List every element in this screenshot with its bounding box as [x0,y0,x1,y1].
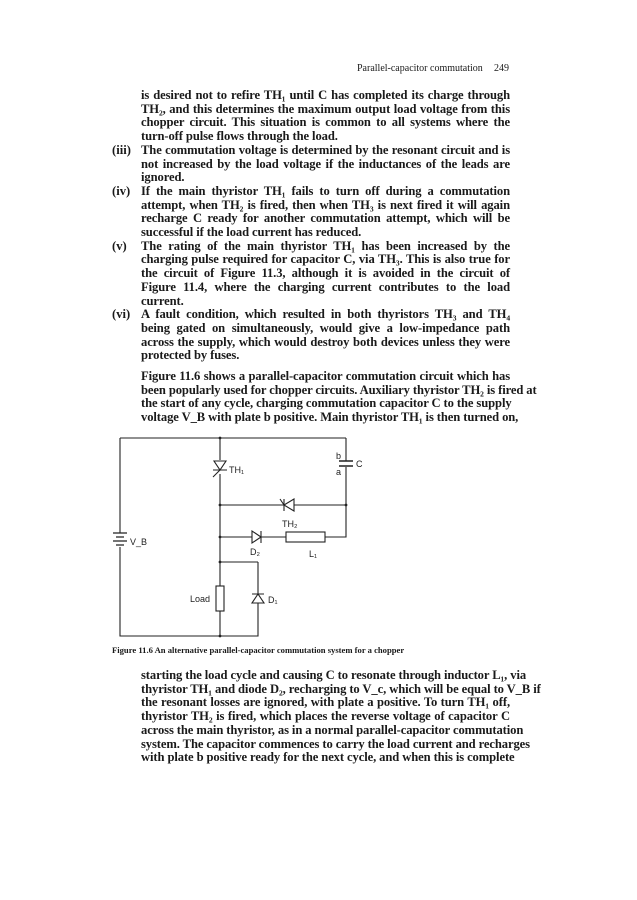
paragraph-line: TH₂, and this determines the maximum output load voltage from this [141,101,510,116]
list-item-line: A fault condition, which resulted in both thyristors TH₃ and TH₄ [141,307,510,322]
label-plate-b: b [336,451,342,461]
paragraph-line: thyristor TH₂ is fired, which places the reverse voltage of capacitor C [141,709,510,724]
paragraph-line: Figure 11.6 shows a parallel-capacitor commutation circuit which has [141,369,510,383]
paragraph-line: turn-off pulse flows through the load. [141,129,338,144]
running-header-title: Parallel-capacitor commutation [357,63,483,74]
list-item-label: (iv) [112,183,131,198]
paragraph-line: thyristor TH₁ and diode D₂, recharging to V_c, which will be equal to V_B if [141,681,541,696]
label-d1: D₁ [268,595,278,605]
list-item-line: ignored. [141,170,185,185]
label-load: Load [190,594,211,604]
paragraph-line: the resonant losses are ignored, with plate a positive. To turn TH₁ off, [141,695,510,710]
list-item-line: protected by fuses. [141,348,240,363]
label-plate-a: a [336,467,342,477]
figure-caption: Figure 11.6 An alternative parallel-capacitor commutation system for a chopper [112,645,405,655]
list-item-line: not increased by the load voltage if the inductances of the leads are [141,156,510,171]
list-item-line: recharge C ready for another commutation attempt, which will be [141,211,510,226]
paragraph-line: the start of any cycle, charging commutation capacitor C to the supply [141,396,512,411]
list-item-line: The commutation voltage is determined by the resonant circuit and is [141,142,510,157]
page-number: 249 [494,63,509,74]
list-item-line: successful if the load current has reduced. [141,225,362,239]
inductor-l1-icon [286,532,325,542]
label-l1: L₁ [309,549,318,559]
battery-icon [113,533,127,545]
label-th2: TH₂ [282,519,298,529]
label-d2: D₂ [250,547,260,557]
diode-d2-icon [252,531,261,543]
label-vb: V_B [130,537,148,547]
list-item-line: Figure 11.4, where the charging current contributes to the load [141,279,510,294]
list-item-line: being gated on simultaneously, would give a low-impedance path [141,320,510,335]
list-item-label: (vi) [112,307,131,322]
paragraph-line: starting the load cycle and causing C to resonate through inductor L₁, via [141,668,527,682]
paragraph-line: system. The capacitor commences to carry the load current and recharges [141,736,530,751]
list-item-line: attempt, when TH₂ is fired, then when TH₃ is next fired it will again [141,197,510,212]
paragraph-line: chopper circuit. This situation is common to all systems where the [141,115,510,130]
load-resistor-icon [216,586,224,611]
list-item-line: across the supply, which would destroy both devices unless they were [141,334,510,349]
list-item-line: charging pulse required for capacitor C, via TH₃. This is also true for [141,252,510,267]
list-item-line: If the main thyristor TH₁ fails to turn off during a commutation [141,183,510,198]
paragraph-line: with plate b positive ready for the next cycle, and when this is complete [141,750,515,765]
capacitor-icon [339,461,353,466]
list-item-label: (iii) [112,142,131,157]
paragraph-line: voltage V_B with plate b positive. Main thyristor TH₁ is then turned on, [141,410,519,425]
list-item-line: current. [141,293,184,308]
label-c: C [356,459,363,469]
list-item-line: the circuit of Figure 11.3, although it is avoided in the circuit of [141,266,510,281]
list-item-label: (v) [112,238,127,253]
paragraph-line: been popularly used for chopper circuits. Auxiliary thyristor TH₂ is fired at [141,382,537,397]
paragraph-line: is desired not to refire TH₁ until C has completed its charge through [141,88,510,102]
label-th1: TH₁ [229,465,245,475]
paragraph-line: across the main thyristor, as in a normal parallel-capacitor commutation [141,722,524,737]
diode-d1-icon [252,594,264,603]
list-item-line: The rating of the main thyristor TH₁ has been increased by the [141,238,510,253]
